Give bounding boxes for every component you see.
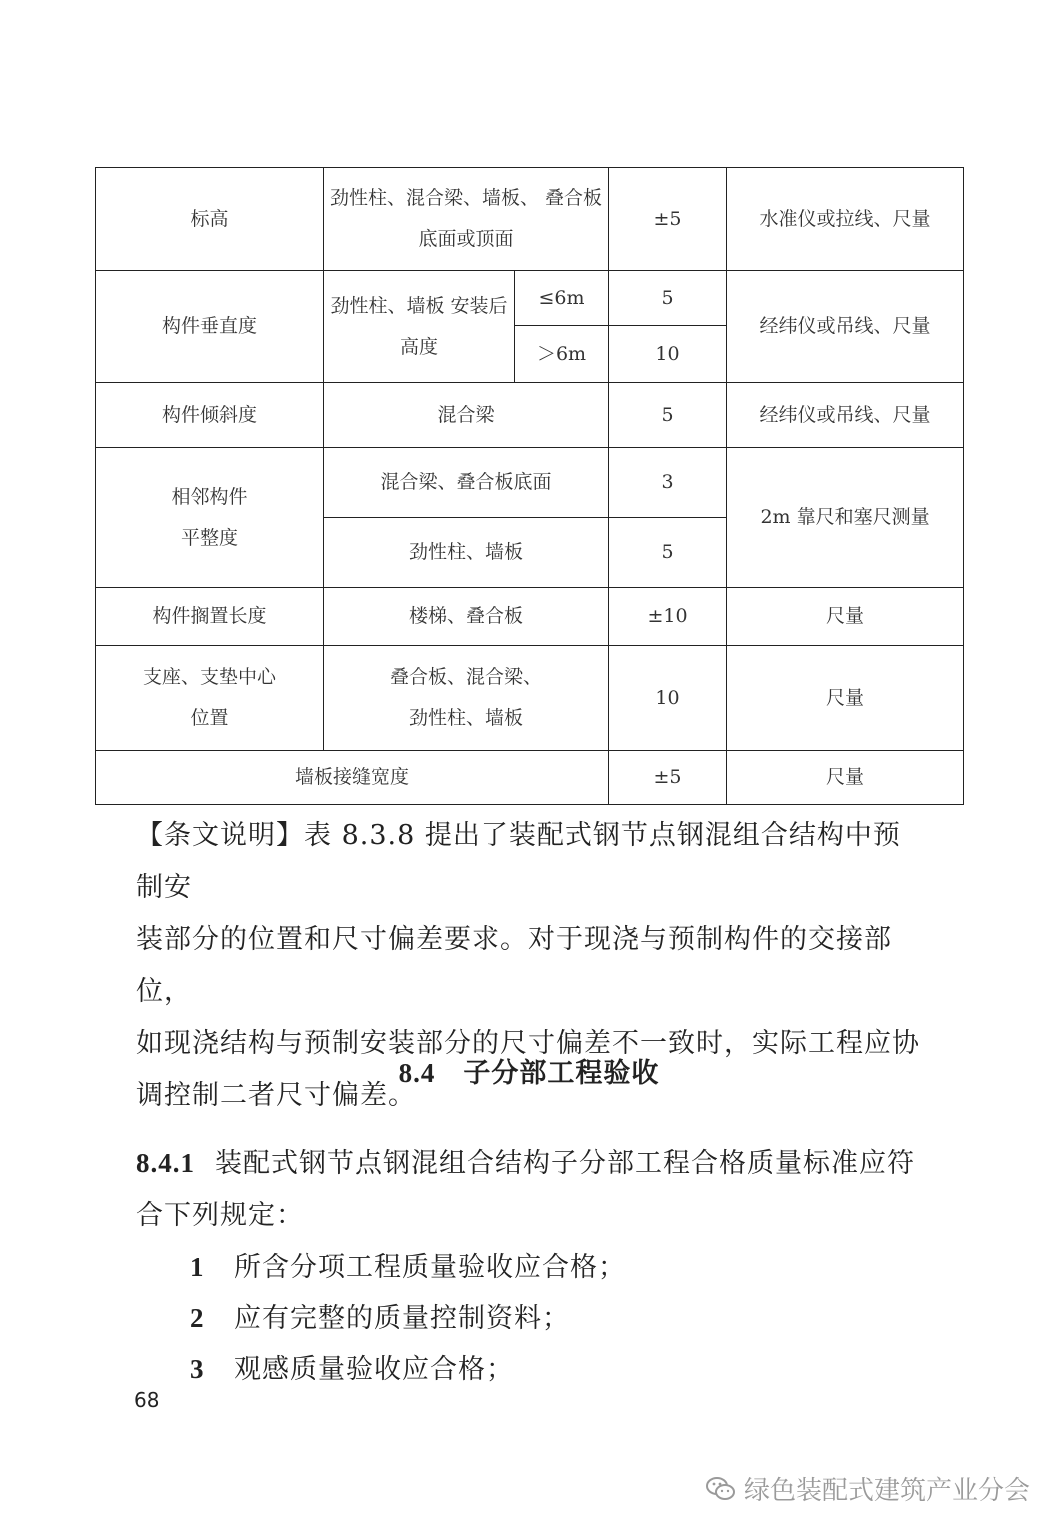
table-row	[96, 383, 964, 448]
scope-cell: 劲性柱、混合梁、墙板、 叠合板 底面或顶面	[324, 168, 609, 271]
condition-cell: ＞6m	[515, 326, 609, 383]
scope-cell: 混合梁	[324, 383, 609, 448]
method-cell: 经纬仪或吊线、尺量	[727, 383, 964, 448]
tolerance-cell: 3	[609, 448, 727, 518]
clause-text: 合下列规定：	[136, 1200, 304, 1231]
list-item-text: 应有完整的质量控制资料；	[234, 1303, 570, 1334]
watermark-text: 绿色装配式建筑产业分会	[744, 1476, 1031, 1506]
item-cell: 构件搁置长度	[96, 588, 324, 646]
watermark	[706, 1470, 1030, 1507]
list-item-number: 2	[190, 1303, 205, 1333]
tolerance-cell: 5	[609, 518, 727, 588]
tolerance-cell: 10	[609, 326, 727, 383]
clause-paragraph	[136, 1137, 926, 1242]
tolerance-cell: ±5	[609, 751, 727, 805]
list-item-text: 所含分项工程质量验收应合格；	[234, 1252, 626, 1283]
clause-text: 装配式钢节点钢混组合结构子分部工程合格质量标准应符	[215, 1148, 915, 1179]
explanation-line: 装部分的位置和尺寸偏差要求。对于现浇与预制构件的交接部位，	[136, 924, 892, 1007]
table-row	[96, 168, 964, 271]
method-cell: 尺量	[727, 646, 964, 751]
tolerance-cell: ±5	[609, 168, 727, 271]
scope-cell: 混合梁、叠合板底面	[324, 448, 609, 518]
item-cell: 构件垂直度	[96, 271, 324, 383]
list-item	[190, 1347, 514, 1386]
item-cell: 构件倾斜度	[96, 383, 324, 448]
method-cell: 2m 靠尺和塞尺测量	[727, 448, 964, 588]
explanation-line: 【条文说明】表 8.3.8 提出了装配式钢节点钢混组合结构中预制安	[136, 820, 901, 903]
clause-number: 8.4.1	[136, 1148, 195, 1178]
item-cell: 墙板接缝宽度	[96, 751, 609, 805]
method-cell: 尺量	[727, 751, 964, 805]
section-number: 8.4	[398, 1058, 436, 1088]
table-row	[96, 751, 964, 805]
method-cell: 水准仪或拉线、尺量	[727, 168, 964, 271]
item-cell: 标高	[96, 168, 324, 271]
method-cell: 经纬仪或吊线、尺量	[727, 271, 964, 383]
table-row	[96, 588, 964, 646]
scope-cell: 劲性柱、墙板	[324, 518, 609, 588]
table-row	[96, 448, 964, 518]
list-item-number: 3	[190, 1354, 205, 1384]
section-heading	[0, 1051, 1058, 1090]
tolerance-cell: 5	[609, 271, 727, 326]
item-cell: 支座、支垫中心 位置	[96, 646, 324, 751]
section-title: 子分部工程验收	[463, 1058, 660, 1089]
condition-cell: ≤6m	[515, 271, 609, 326]
list-item-number: 1	[190, 1252, 205, 1282]
table-row	[96, 646, 964, 751]
page-number: 68	[134, 1388, 160, 1412]
scope-cell: 劲性柱、墙板 安装后 高度	[324, 271, 515, 383]
tolerance-cell: 5	[609, 383, 727, 448]
list-item	[190, 1245, 626, 1284]
tolerance-table	[95, 167, 964, 805]
table-row	[96, 271, 964, 326]
explanation-line: 调控制二者尺寸偏差。	[136, 1080, 416, 1111]
tolerance-cell: ±10	[609, 588, 727, 646]
wechat-icon	[706, 1476, 736, 1502]
item-cell: 相邻构件 平整度	[96, 448, 324, 588]
scope-cell: 叠合板、混合梁、 劲性柱、墙板	[324, 646, 609, 751]
tolerance-cell: 10	[609, 646, 727, 751]
list-item-text: 观感质量验收应合格；	[234, 1354, 514, 1385]
explanation-line: 如现浇结构与预制安装部分的尺寸偏差不一致时，实际工程应协	[136, 1028, 920, 1059]
list-item	[190, 1296, 570, 1335]
scope-cell: 楼梯、叠合板	[324, 588, 609, 646]
method-cell: 尺量	[727, 588, 964, 646]
